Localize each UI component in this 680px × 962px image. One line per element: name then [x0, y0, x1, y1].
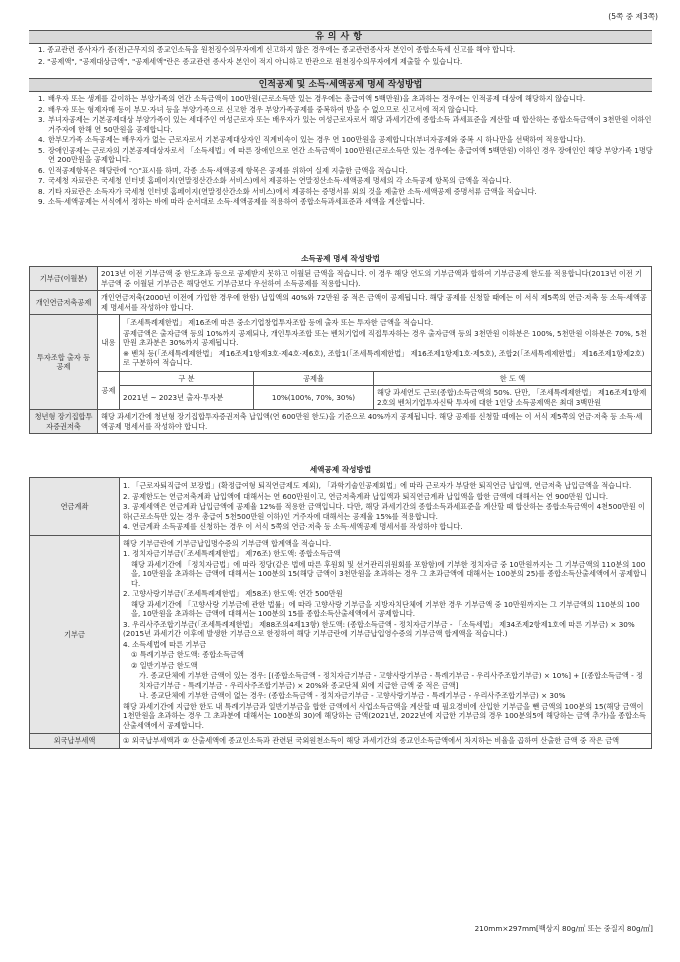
instruction-item: 6. 인적공제항목은 해당란에 "○"표시를 하며, 각종 소득·세액공제 항목은 공제를 위하여 실제 지출한 금액을 적습니다. [38, 165, 408, 175]
table-row [30, 291, 652, 315]
instruction-item: 4. 한부모가족 소득공제는 배우자가 없는 근로자로서 기본공제대상자인 직계비속이 있는 경우 연 100만원을 공제합니다(부녀자공제와 중복 시 하나만을 선택하여 적용합니다). [38, 135, 586, 144]
column-header: 구 분 [120, 371, 254, 386]
notice-list [38, 45, 653, 68]
table-row [30, 410, 652, 434]
notice-item: 1. 종교관련 종사자가 종(전)근무지의 종교인소득을 원천징수의무자에게 신고하지 않은 경우에는 종교관련종사자 본인이 종합소득세 신고를 해야 합니다. [38, 45, 516, 54]
row-text: 해당 기부금란에 기부금납입명수증의 기부금액 합계액을 적습니다. 1. 정치자금기부금(「조세특례제한법」 제76조) 한도액: 종합소득금액 해당 과세기간에 「정치자금법」에 따라 정당(같은 법에 따른 후원회 및 선거관리위원회를 포함함)에 기부한 정치자금 중 10만원까지는 그 기부금액의 110분의 100을, 10만원을 초과하는 금액에 대해서는 100분의 15(해당 금액이 3천만원을 초과하는 경우 그 초과금액에 대해서는 100분의 25)를 종합소득산출세액에서 공제합니다. 2. 고향사랑기부금(「조세특례제한법」 제58조) 한도액: 연간 500만원 해당 과세기간에 「고향사랑 기부금에 관한 법률」에 따라 고향사랑 기부금을 지방자치단체에 기부한 경우 기부금액 중 10만원까지는 그 기부금액의 110분의 100을, 10만원을 초과하는 금액에 대해서는 100분의 15를 종합소득산출세액에서 공제합니다. 3. 우리사주조합기부금(「조세특례제한법」 제88조의4제13항) 한도액: (종합소득금액 - 정치자금기부금 - 「소득세법」 제34조제2항제1호에 따른 기부금) × 30%(2015년 과세기간 이후에 발생한 기부금으로 한정하여 해당 기부금란에 기부금납입영수증의 기부금액 합계액을 적습니다.) 4. 소득세법에 따른 기부금 ① 특례기부금 한도액: 종합소득금액 ② 일반기부금 한도액 가. 종교단체에 기부한 금액이 있는 경우: [(종합소득금액 - 정치자금기부금 - 고향사랑기부금 - 특례기부금 - 우리사주조합기부금) × 10%] + [(종합소득금액 - 정치자금기부금 - 특례기부금 - 우리사주조합기부금) × 20%와 종교단체 외에 지급한 금액 중 적은 금액] 나. 종교단체에 기부한 금액이 없는 경우: (종합소득금액 - 정치자금기부금 - 고향사랑기부금 - 특례기부금 - 우리사주조합기부금) × 30% 해당 과세기간에 지급한 한도 내 특례기부금과 일반기부금을 합한 금액에서 사업소득금액을 계산할 때 필요경비에 산입한 기부금을 뺀 금액의 100분의 15(해당 금액이 1천만원을 초과하는 경우 그 초과분에 대해서는 100분의 30)에 해당하는 금액(2021년, 2022년에 지급한 기부금의 경우 100분의5에 해당하는 금액 추가)을 종합소득산출세액에서 공제합니다. [120, 535, 652, 734]
instructions-list [38, 94, 653, 208]
row-label: 투자조합 출자 등 공제 [30, 315, 98, 410]
instruction-item: 5. 장애인공제는 근로자의 기본공제대상자로서 「소득세법」에 따른 장애인으로 연간 소득금액이 100만원(근로소득만 있는 경우에는 총급여액 5백만원) 이하인 경우 장애인인 해당 부양가족 1명당 연 200만원을 공제합니다. [38, 145, 653, 164]
column-header: 공제율 [254, 371, 374, 386]
income-deduction-table [29, 266, 652, 434]
row-text: 「조세특례제한법」 제16조에 따른 중소기업창업투자조합 등에 출자 또는 투자한 금액을 적습니다. 공제금액은 출자금액 등의 10%까지 공제되나, 개인투자조합 또는 벤처기업에 직접투자하는 경우 출자금액 등의 3천만원 이하분은 100%, 5천만원 이하분은 70%, 5천만원 초과분은 30%까지 공제됩니다. ※ 벤처 등(「조세특례제한법」 제16조제1항제3호·제4호·제6호), 조합1(「조세특례제한법」 제16조제1항제1호·제5호), 조합2(「조세특례제한법」 제16조제1항제2호)로 구분하여 적습니다. [120, 315, 652, 372]
page-number: (5쪽 중 제3쪽) [608, 12, 658, 21]
tax-credit-heading: 세액공제 작성방법 [309, 465, 372, 474]
table-row [30, 734, 652, 749]
row-label: 외국납부세액 [30, 734, 120, 749]
table-row [30, 267, 652, 291]
table-row [30, 315, 652, 372]
row-label: 기부금(이월분) [30, 267, 98, 291]
row-label: 기부금 [30, 535, 120, 734]
row-text: 해당 과세기간에 청년형 장기집합투자증권저축 납입액(연 600만원 한도)을 기준으로 40%까지 공제됩니다. 해당 공제를 신청할 때에는 이 서식 제5쪽의 연금·저축 등 소득·세액공제 명세서를 작성하야 합니다. [98, 410, 652, 434]
table-cell: 10%(100%, 70%, 30%) [254, 386, 374, 410]
row-label: 개인연금저축공제 [30, 291, 98, 315]
row-label: 청년형 장기집합투자증권저축 [30, 410, 98, 434]
instruction-item: 3. 부녀자공제는 기본공제대상 부양가족이 있는 세대주인 여성근로자 또는 배우자가 있는 여성근로자로서 해당 과세기간에 종합소득 과세표준을 계산할 때 합산하는 종합소득금액이 3천만원 이하인 거주자에 한해 연 50만원을 공제합니다. [38, 115, 652, 134]
row-label: 연금계좌 [30, 478, 120, 536]
row-text: ① 외국납부세액과 ② 산출세액에 종교인소득과 관련된 국외원천소득이 해당 과세기간의 종교인소득금액에서 차지하는 비율을 곱하여 산출한 금액 중 작은 금액 [120, 734, 652, 749]
notice-title: 유의사항 [29, 30, 652, 44]
row-text: 개인연금저축(2000년 이전에 가입한 경우에 한함) 납입액의 40%와 72만원 중 적은 금액이 공제됩니다. 해당 공제를 신청할 때에는 이 서식 제5쪽의 연금·저축 등 소득·세액공제 명세서를 작성하야 합니다. [98, 291, 652, 315]
sub-label: 내용 [98, 315, 120, 372]
instruction-item: 2. 배우자 또는 형제자매 등이 부모·자녀 등을 부양가족으로 신고한 경우 부양가족공제를 중복하여 받을 수 없으므로 신고서에 적지 않습니다. [38, 104, 478, 114]
instruction-item: 7. 국세청 자료란은 국세청 인터넷 홈페이지(연말정산간소화 서비스)에서 제공하는 연말정산소득·세액공제 명세의 각 소득공제 항목의 금액을 적습니다. [38, 176, 512, 185]
paper-spec: 210mm×297mm[백상지 80g/㎡ 또는 중질지 80g/㎡] [474, 924, 653, 933]
table-cell: 2021년 ~ 2023년 출자·투자분 [120, 386, 254, 410]
row-text: 2013년 이전 기부금액 중 한도초과 등으로 공제받지 못하고 이월된 금액을 적습니다. 이 경우 해당 연도의 기부금액과 합하여 기부금공제 한도를 적용합니다(2013년 이전 기부금액 중 이월된 기부금은 해당연도 기부금보다 우선하여 소득공제를 적용합니다). [98, 267, 652, 291]
table-row [30, 478, 652, 536]
instructions-title: 인적공제 및 소득·세액공제 명세 작성방법 [29, 78, 652, 92]
notice-item: 2. "공제액", "공제대상금액", "공제세액"란은 종교관련 종사자 본인이 적지 아니하고 반관으로 원천징수의무자에게 제출할 수 있습니다. [38, 56, 463, 66]
sub-label: 공제 [98, 371, 120, 410]
tax-credit-table [29, 477, 652, 749]
table-row [30, 386, 652, 410]
instruction-item: 9. 소득·세액공제는 서식에서 정하는 바에 따라 순서대로 소득·세액공제를 적용하여 종합소득과세표준과 세액을 계산합니다. [38, 197, 425, 206]
column-header: 한 도 액 [374, 371, 652, 386]
instruction-item: 1. 배우자 또는 생계를 같이하는 부양가족의 연간 소득금액이 100만원(근로소득만 있는 경우에는 총급여액 5백만원)을 초과하는 경우에는 인적공제 대상에 해당하지 않습니다. [38, 94, 586, 103]
table-row [30, 371, 652, 386]
table-cell: 해당 과세연도 근로(종합)소득금액의 50%. 단만, 「조세특례제한법」 제16조제1항제2호의 벤처기업투자신탁 투자에 대한 1인당 소득공제액은 최대 3백만원 [374, 386, 652, 410]
income-deduction-heading: 소득공제 명세 작성방법 [301, 254, 380, 263]
table-row [30, 535, 652, 734]
instruction-item: 8. 기타 자료란은 소득자가 국세청 인터넷 홈페이지(연말정산간소화 서비스)에서 제공하는 증명서류 외의 것을 제출한 소득·세액공제 증명서류 금액을 적습니다. [38, 186, 537, 196]
row-text: 1. 「근로자퇴직급여 보장법」(확정급여형 퇴직연금제도 제외), 「과학기술인공제회법」에 따라 근로자가 부담한 퇴직연금 납입액, 연금저축 납입금액을 적습니다. 2. 공제한도는 연금저축계좌 납입액에 대해서는 연 600만원이고, 연금저축계좌 납입액과 퇴직연금계좌 납입액을 합한 금액에 대해서는 연 900만원 입니다. 3. 공제세액은 연금계좌 납입금액에 공제율 12%를 적용한 금액입니다. 다만, 해당 과세기간의 종합소득과세표준을 계산할 때 합산하는 종합소득금액이 4천500만원 이하(근로소득만 있는 경우 총급여 5천500만원 이하)인 거주자에 대해서는 공제율 15%를 적용합니다. 4. 연금계좌 소득공제를 신청하는 경우 이 서식 5쪽의 연금·저축 등 소득·세액공제 명세서를 작성하야 합니다. [120, 478, 652, 536]
